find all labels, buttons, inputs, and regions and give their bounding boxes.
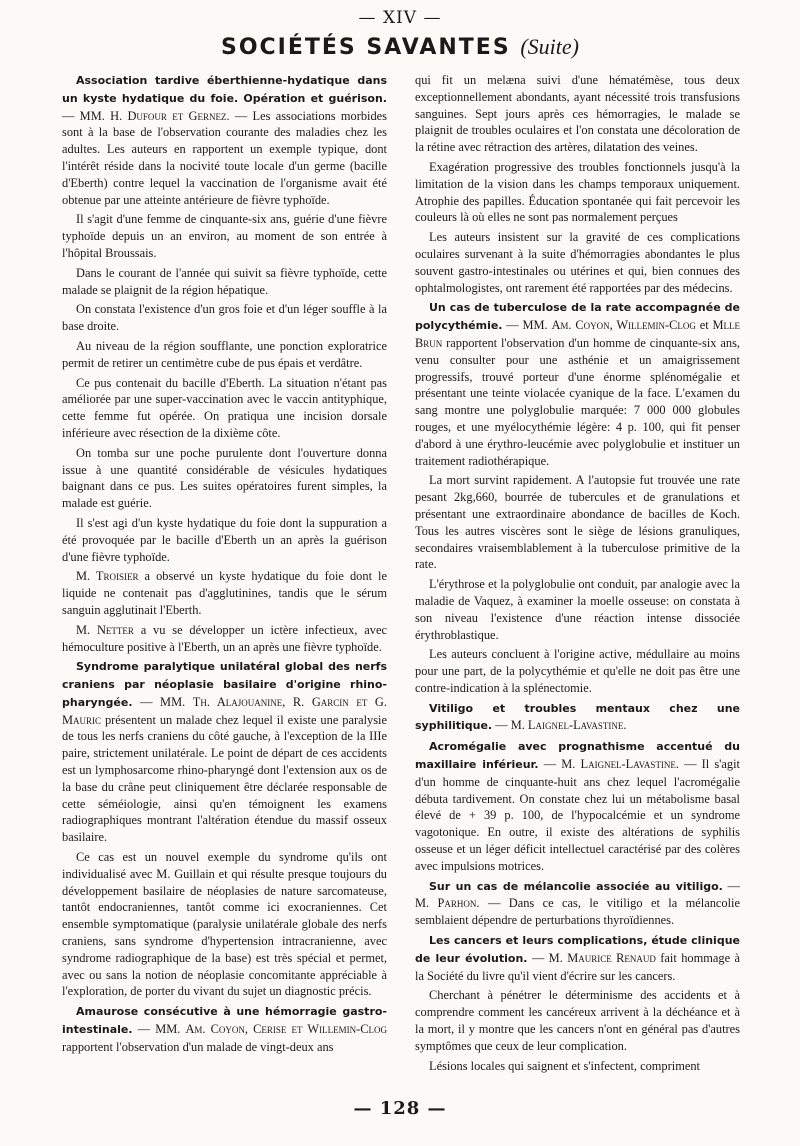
roman-page-number: — XIV — [358, 8, 442, 28]
article-heading: Syndrome paralytique unilatéral global des nerfs craniens par néoplasie basilaire d'origine rhino-pharyngée. [62, 660, 387, 709]
paragraph: Il s'agit d'une femme de cinquante-six ans, guérie d'une fièvre typhoïde depuis un an environ, au moment de son entrée à l'hôpital Broussais. [62, 212, 387, 260]
article-authors: M. Parhon. [415, 896, 480, 911]
paragraph: qui fit un melæna suivi d'une hématémèse, tous deux exceptionnellement abondants, ayant nécessité trois transfusions sanguines. Sept jours après ces hémorragies, le malade se plaignit de troubles oculaires et l'on constata une décoloration de la rétine avec rétraction des artères, dilatation des veines. [415, 73, 740, 155]
section-title-text: SOCIÉTÉS SAVANTES [220, 35, 511, 60]
person-name: M. Troisier [76, 569, 139, 584]
article-paragraph: Sur un cas de mélancolie associée au vitiligo. — M. Parhon. — Dans ce cas, le vitiligo et la mélancolie semblaient dépendre de perturbations thyroïdiennes. [415, 878, 741, 928]
article-authors: Th. Alajouanine, R. Garcin et G. Mauric [62, 694, 387, 727]
article-paragraph: Acromégalie avec prognathisme accentué du maxillaire inférieur. — M. Laignel-Lavastine. — Il s'agit d'un homme de cinquante-huit ans chez lequel l'acromégalie débuta tardivement. On constate chez lui un métabolisme basal élevé de + 39 p. 100, de l'hypocalcémie et un syndrome vagotonique. En outre, il existe des altérations de syphilis osseuse et un léger déficit intellectuel caractérisé par des colères avec impulsions motrices. [415, 740, 740, 873]
paragraph: Dans le courant de l'année qui suivit sa fièvre typhoïde, cette malade se plaignit de la région hépatique. [62, 265, 387, 297]
article-heading: Vitiligo et troubles mentaux chez une syphilitique. [415, 701, 740, 733]
paragraph: Ce cas est un nouvel exemple du syndrome qu'ils ont individualisé avec M. Guillain et qui résulte presque toujours du développement basilaire de néoplasies de nature sarcomateuse, tantôt endocraniennes, tantôt comme ici exocraniennes. Cet ensemble symptomatique (paralysie unilatérale globale des nerfs craniens, sans syndrome d'hypertension intracranienne, avec syndrome radiographique de la base) est très spécial et permet, avec ou sans la notion de néoplasie concomitante appréciable à l'exploration, de porter du vivant du sujet un diagnostic précis. [62, 850, 387, 999]
article-paragraph: Un cas de tuberculose de la rate accompagnée de polycythémie. — MM. Am. Coyon, Willemin-Clog et Mlle Brun rapportent l'observation d'un homme de cinquante-six ans, venu consulter pour une asthénie et un amaigrissement progressifs, trouvé porteur d'une énorme splénomégalie et présentant une teinte violacée cyanique de la face. L'examen du sang montre une polyglobulie marquée: 7 000 000 globules rouges, et une myélocythémie légère: 4 p. 100, qui fit penser d'abord à une érythro-leucémie avec polyglobulie et instituer un traitement radiothérapique. [415, 301, 740, 468]
right-column [415, 72, 740, 1096]
article-heading: Amaurose consécutive à une hémorragie gastro-intestinale. [62, 1005, 387, 1037]
article-paragraph: Syndrome paralytique unilatéral global des nerfs craniens par néoplasie basilaire d'origine rhino-pharyngée. — MM. Th. Alajouanine, R. Garcin et G. Mauric présentent un malade chez lequel il existe une paralysie de tous les nerfs craniens du côté gauche, à l'exception de la IIIe paire, strictement unilatérale. Le point de départ de ces accidents est un lymphosarcome rhino-pharyngé dont l'extension aux os de la base du crâne peut cliniquement être déclarée responsable de cette séméiologie, ainsi qu'en témoignent les examens radiographiques montrant l'altération étendue du massif osseux basilaire. [62, 660, 387, 845]
article-heading: Un cas de tuberculose de la rate accompagnée de polycythémie. [415, 301, 740, 333]
article-authors: Laignel-Lavastine. [580, 757, 680, 772]
article-paragraph: Amaurose consécutive à une hémorragie gastro-intestinale. — MM. Am. Coyon, Cerise et Willemin-Clog rapportent l'observation d'un malade de vingt-deux ans [62, 1005, 387, 1054]
section-title-suite: (Suite) [520, 34, 579, 59]
article-authors: Mlle Brun [415, 318, 740, 350]
paragraph: L'érythrose et la polyglobulie ont conduit, par analogie avec la maladie de Vaquez, à examiner la moelle osseuse: on constata à son niveau l'existence d'une réaction intense dissociée érythroblastique. [415, 577, 740, 642]
paragraph: Il s'est agi d'un kyste hydatique du foie dont la suppuration a été provoquée par le bacille d'Eberth un an après la guérison d'une fièvre typhoïde. [62, 515, 387, 564]
article-columns [62, 72, 740, 1096]
article-paragraph: Les cancers et leurs complications, étude clinique de leur évolution. — M. Maurice Renaud fait hommage à la Société du livre qu'il vient d'écrire sur les cancers. [415, 934, 740, 983]
article-authors: Maurice Renaud [567, 950, 656, 965]
section-title [0, 34, 800, 60]
article-authors: H. Dufour et Gernez. [110, 108, 230, 123]
paragraph: Les auteurs concluent à l'origine active, médullaire au moins pour une part, de la polycythémie et qu'elle ne doit pas être une contre-indication à la splénectomie. [415, 647, 740, 695]
page-number: — 128 — [353, 1098, 447, 1119]
article-paragraph: Vitiligo et troubles mentaux chez une syphilitique. — M. Laignel-Lavastine. [415, 701, 740, 733]
article-authors: Am. Coyon, Cerise et Willemin-Clog [185, 1022, 387, 1037]
paragraph: Au niveau de la région soufflante, une ponction exploratrice permit de retirer un centimètre cube de pus épais et verdâtre. [62, 338, 387, 370]
article-heading: Acromégalie avec prognathisme accentué du maxillaire inférieur. [415, 740, 740, 772]
article-paragraph: Association tardive éberthienne-hydatique dans un kyste hydatique du foie. Opération et guérison. — MM. H. Dufour et Gernez. — Les associations morbides sont à la base de l'observation courante des maladies chez les adultes. Les auteurs en rapportent un exemple typique, dont l'intérêt réside dans la nocivité toute locale d'un germe (bacille d'Eberth) contre lequel la vaccination de l'organisme avait été obtenue par une atteinte antérieure de fièvre typhoïde. [62, 74, 387, 207]
paragraph: Exagération progressive des troubles fonctionnels jusqu'à la limitation de la vision dans les champs temporaux uniquement. Atrophie des papilles. Éducation spontanée qui fait percevoir les couleurs là où elles ne sont pas normalement perçues [415, 159, 740, 225]
paragraph: Lésions locales qui saignent et s'infectent, compriment [429, 1058, 700, 1073]
article-authors: Am. Coyon, Willemin-Clog [551, 318, 696, 333]
paragraph: Cherchant à pénétrer le déterminisme des accidents et à comprendre comment les cancéreux arrivent à la déchéance et à la mort, il y montre que les cancers n'ont en général pas d'autres symptômes que ceux de leur complication. [415, 988, 740, 1053]
paragraph: La mort survint rapidement. A l'autopsie fut trouvée une rate pesant 2kg,660, bourrée de tubercules et de granulations et présentant une extraordinaire abondance de bacilles de Koch. Tous les autres viscères sont le siège de lésions granuliques, secondaires vraisemblablement à la tuberculose primitive de la rate. [415, 473, 740, 572]
paragraph: On constata l'existence d'un gros foie et d'un léger souffle à la base droite. [62, 302, 387, 334]
article-heading: Sur un cas de mélancolie associée au vitiligo. [429, 879, 723, 893]
person-name: M. Netter [76, 622, 134, 637]
paragraph: Ce pus contenait du bacille d'Eberth. La situation n'étant pas améliorée par une super-vaccination avec le vaccin antityphique, cette femme fut opérée. On pratiqua une incision dorsale inférieure avec résection de la dixième côte. [62, 375, 387, 440]
article-authors: M. Laignel-Lavastine. [510, 718, 627, 733]
paragraph: M. Netter a vu se développer un ictère infectieux, avec hémoculture positive à l'Eberth, un an après une fièvre typhoïde. [62, 622, 387, 654]
paragraph: M. Troisier a observé un kyste hydatique du foie dont le liquide ne contenait pas d'agglutinines, tandis que le sérum sanguin agglutinait l'Eberth. [62, 569, 387, 617]
article-heading: Les cancers et leurs complications, étude clinique de leur évolution. [415, 934, 740, 965]
paragraph: Les auteurs insistent sur la gravité de ces complications oculaires survenant à la suite d'hémorragies abondantes le plus souvent gastro-intestinales ou utérines et qui, bien connues des ophtalmologistes, ont rarement été rapportées par des médecins. [415, 230, 740, 295]
paragraph: On tomba sur une poche purulente dont l'ouverture donna issue à une quantité considérable de vésicules hydatiques baignant dans ce pus. Les suites opératoires furent simples, la malade est guérie. [62, 445, 387, 511]
left-column [62, 72, 387, 1096]
article-heading: Association tardive éberthienne-hydatique dans un kyste hydatique du foie. Opération et guérison. [62, 74, 387, 105]
